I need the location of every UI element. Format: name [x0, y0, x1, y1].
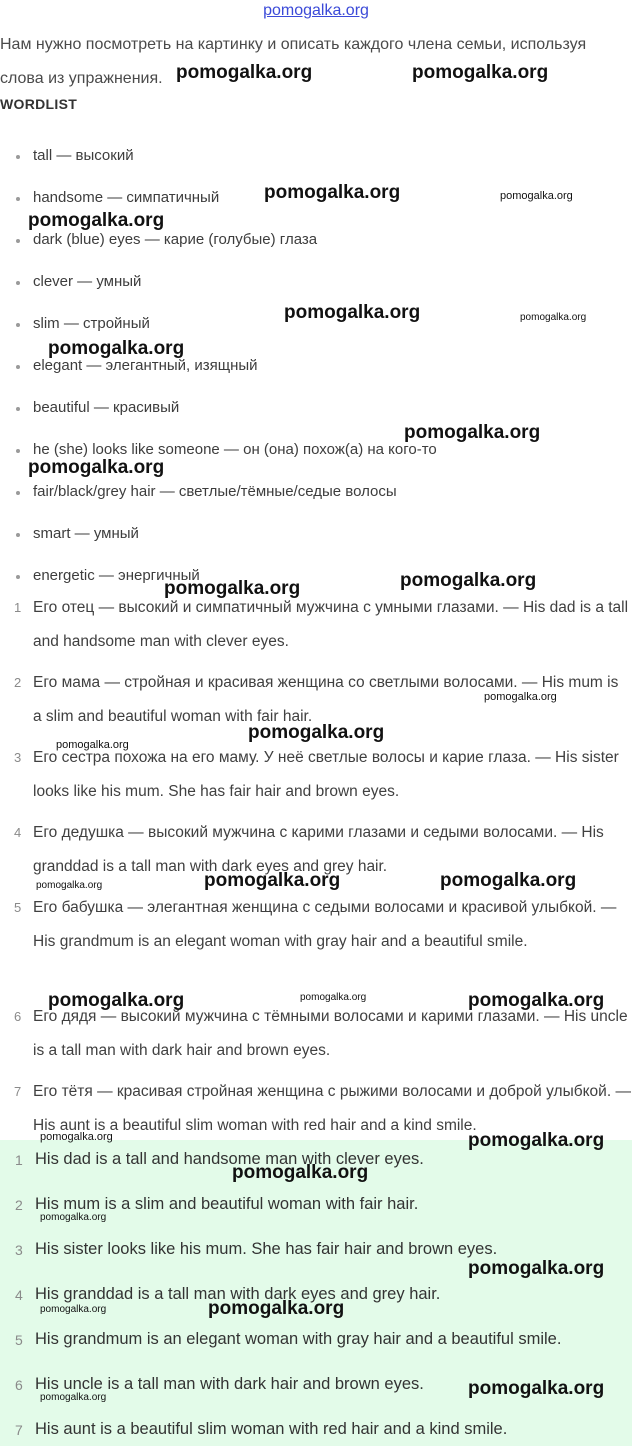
- watermark: pomogalka.org: [440, 870, 577, 891]
- watermark: pomogalka.org: [404, 422, 541, 443]
- watermark: pomogalka.org: [176, 62, 313, 83]
- watermark: pomogalka.org: [48, 990, 185, 1011]
- site-link[interactable]: pomogalka.org: [263, 2, 369, 19]
- watermark: pomogalka.org: [56, 739, 129, 751]
- watermark: pomogalka.org: [412, 62, 549, 83]
- watermark: pomogalka.org: [40, 1131, 113, 1143]
- watermark: pomogalka.org: [28, 457, 165, 478]
- bullet-icon: [16, 365, 20, 369]
- watermark: pomogalka.org: [48, 338, 185, 359]
- watermark: pomogalka.org: [500, 190, 573, 202]
- bullet-icon: [16, 491, 20, 495]
- watermark: pomogalka.org: [468, 1130, 605, 1151]
- bullet-icon: [16, 239, 20, 243]
- watermark: pomogalka.org: [400, 570, 537, 591]
- watermark: pomogalka.org: [164, 578, 301, 599]
- watermark: pomogalka.org: [40, 1304, 107, 1315]
- watermark: pomogalka.org: [36, 880, 103, 891]
- watermark: pomogalka.org: [248, 722, 385, 743]
- bullet-icon: [16, 281, 20, 285]
- watermark: pomogalka.org: [204, 870, 341, 891]
- watermark: pomogalka.org: [300, 992, 367, 1003]
- watermark: pomogalka.org: [40, 1212, 107, 1223]
- bullet-icon: [16, 323, 20, 327]
- bullet-icon: [16, 449, 20, 453]
- bullet-icon: [16, 407, 20, 411]
- watermark: pomogalka.org: [468, 1378, 605, 1399]
- watermark: pomogalka.org: [284, 302, 421, 323]
- wordlist-title: WORDLIST: [0, 96, 78, 112]
- watermark: pomogalka.org: [468, 1258, 605, 1279]
- watermark: pomogalka.org: [40, 1392, 107, 1403]
- watermark: pomogalka.org: [468, 990, 605, 1011]
- intro-text: Нам нужно посмотреть на картинку и описать каждого члена семьи, используя слова из упражнения.: [0, 36, 587, 87]
- bullet-icon: [16, 155, 20, 159]
- watermark: pomogalka.org: [232, 1162, 369, 1183]
- watermark: pomogalka.org: [208, 1298, 345, 1319]
- watermark: pomogalka.org: [264, 182, 401, 203]
- watermark: pomogalka.org: [28, 210, 165, 231]
- bullet-icon: [16, 575, 20, 579]
- bullet-icon: [16, 533, 20, 537]
- watermark: pomogalka.org: [520, 312, 587, 323]
- watermark: pomogalka.org: [484, 691, 557, 703]
- answer-box: 1 His dad is a tall and handsome man with clever eyes. 2 His mum is a slim and beautiful woman with fair hair. 3 His sister looks like his mum. She has fair hair and brown eyes. 4 His granddad is a tall man with dark eyes and grey hair. 5 His grandmum is an elegant woman with gray hair and a beautiful smile. 6 His uncle is a tall man with dark hair and brown eyes. 7 His aunt is a beautiful slim woman with red hair and a kind smile.: [0, 1140, 632, 1446]
- bullet-icon: [16, 197, 20, 201]
